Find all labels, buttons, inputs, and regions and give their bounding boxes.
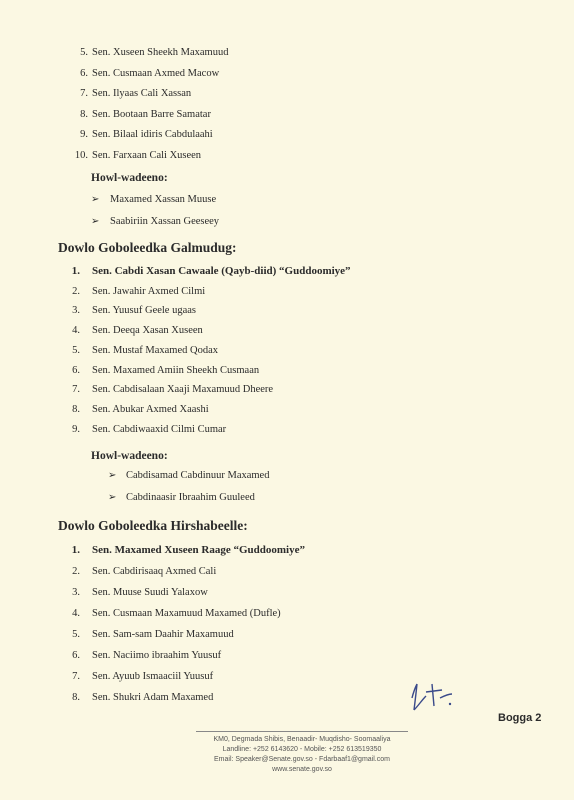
list-item-text: Sen. Naciimo ibraahim Yuusuf (92, 650, 222, 661)
list-item-number: 4. (72, 325, 80, 337)
list-item-number: 5. (72, 344, 80, 356)
list-item-text: Sen. Cabdisalaan Xaaji Maxamuud Dheere (92, 384, 274, 396)
galmudug-heading: Dowlo Goboleedka Galmudug: (58, 240, 237, 255)
list-item-number: 3. (72, 305, 80, 317)
list-item-number: 4. (72, 608, 80, 619)
footer-email: Email: Speaker@Senate.gov.so - Fdarbaaf1@gmail.com (214, 756, 390, 763)
list-item-number: 1. (71, 544, 80, 556)
list-item-text: Sen. Shukri Adam Maxamed (92, 692, 214, 703)
list-item-text: Sen. Bilaal idiris Cabdulaahi (92, 129, 213, 140)
footer-address: KM0, Degmada Shibis, Benaadir- Muqdisho- Soomaaliya (213, 736, 391, 743)
list-item-text: Sen. Maxamed Xuseen Raage “Guddoomiye” (92, 544, 305, 556)
list-item-number: 9. (80, 129, 88, 140)
list-item-number: 5. (80, 47, 88, 58)
footer-divider (196, 731, 408, 732)
footer-phone: Landline: +252 6143620 - Mobile: +252 613519350 (222, 746, 382, 753)
arrow-bullet-icon: ➢ (91, 194, 100, 205)
list-item-number: 5. (72, 629, 80, 640)
list-item-number: 6. (72, 364, 80, 376)
list-item-text: Sen. Sam-sam Daahir Maxamuud (92, 629, 234, 640)
list-item-number: 2. (72, 285, 80, 297)
list-item-number: 7. (72, 384, 80, 396)
list-item-number: 9. (72, 423, 80, 435)
page-number: Bogga 2 (498, 712, 542, 724)
hirshabeelle-heading: Dowlo Goboleedka Hirshabeelle: (58, 518, 248, 533)
list-item-text: Sen. Cabdiwaaxid Cilmi Cumar (92, 423, 227, 435)
list-item-text: Sen. Farxaan Cali Xuseen (92, 149, 202, 161)
list-item-text: Sen. Yuusuf Geele ugaas (92, 305, 197, 317)
list-item-number: 6. (80, 67, 88, 79)
list-item-number: 8. (72, 403, 80, 415)
list-item-number: 8. (80, 108, 88, 120)
list-item-text: Sen. Ayuub Ismaaciil Yuusuf (92, 671, 214, 682)
list-item-text: Sen. Muuse Suudi Yalaxow (92, 587, 208, 598)
arrow-bullet-icon: ➢ (91, 216, 100, 227)
list-item-number: 2. (72, 566, 80, 577)
list-item-text: Sen. Bootaan Barre Samatar (92, 108, 211, 120)
list-item-number: 8. (72, 692, 80, 703)
list-item-text: Sen. Abukar Axmed Xaashi (92, 403, 209, 415)
list-item-text: Sen. Deeqa Xasan Xuseen (92, 325, 203, 337)
list-item-text: Sen. Mustaf Maxamed Qodax (92, 344, 218, 356)
arrow-bullet-icon: ➢ (108, 492, 117, 503)
list-item-text: Sen. Jawahir Axmed Cilmi (92, 285, 206, 297)
list-item-number: 6. (72, 650, 80, 661)
howl-wadeeno-label-1: Howl-wadeeno: (91, 172, 168, 184)
list-item-text: Sen. Ilyaas Cali Xassan (92, 88, 192, 99)
list-item-number: 7. (72, 671, 80, 682)
list-item-number: 3. (72, 587, 80, 598)
list-item-text: Sen. Cabdirisaaq Axmed Cali (92, 566, 217, 577)
list-item-text: Sen. Xuseen Sheekh Maxamuud (92, 47, 229, 58)
footer-website: www.senate.gov.so (272, 766, 332, 773)
signature-mark (406, 676, 462, 716)
list-item-text: Saabiriin Xassan Geeseey (110, 216, 220, 227)
list-item-text: Sen. Cusmaan Axmed Macow (92, 67, 220, 79)
footer (196, 735, 408, 775)
list-item-text: Sen. Maxamed Amiin Sheekh Cusmaan (92, 364, 260, 376)
list-item-number: 7. (80, 88, 88, 99)
list-item-text: Cabdisamad Cabdinuur Maxamed (126, 470, 270, 481)
list-item-text: Sen. Cabdi Xasan Cawaale (Qayb-diid) “Guddoomiye” (92, 265, 351, 277)
list-item-number: 10. (74, 149, 88, 161)
howl-wadeeno-label-2: Howl-wadeeno: (91, 450, 168, 462)
list-item-number: 1. (71, 265, 80, 277)
list-item-text: Cabdinaasir Ibraahim Guuleed (126, 492, 255, 503)
arrow-bullet-icon: ➢ (108, 470, 117, 481)
list-item-text: Sen. Cusmaan Maxamuud Maxamed (Dufle) (92, 608, 281, 619)
list-item-text: Maxamed Xassan Muuse (110, 194, 217, 205)
